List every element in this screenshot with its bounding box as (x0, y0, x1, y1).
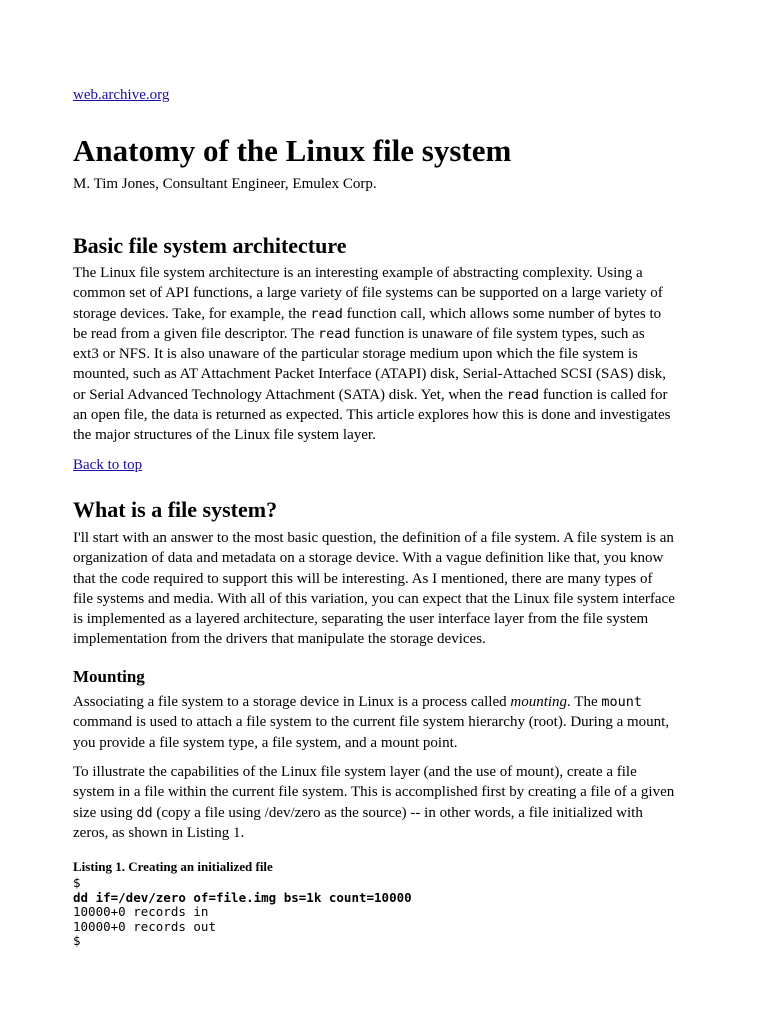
code-read: read (506, 386, 540, 403)
paragraph-mounting-intro (73, 692, 698, 753)
text-line: implementation from the drivers that manipulate the storage devices. (73, 631, 486, 648)
text-line: the major structures of the Linux file system layer. (73, 427, 376, 444)
code-read: read (318, 325, 351, 342)
text-line: storage devices. Take, for example, the read function call, which allows some number of bytes to (73, 305, 662, 322)
text-line: I'll start with an answer to the most basic question, the definition of a file system. A file system is an (73, 530, 674, 546)
text-line: or Serial Advanced Technology Attachment (SATA) disk. Yet, when the read function is called for (73, 386, 668, 403)
subsection-heading-mounting: Mounting (73, 667, 145, 686)
text-line: To illustrate the capabilities of the Linux file system layer (and the use of mount), create a file (73, 764, 637, 780)
listing-caption: Listing 1. Creating an initialized file (73, 859, 273, 874)
text-line: ext3 or NFS. It is also unaware of the particular storage medium upon which the file system is (73, 346, 638, 363)
listing-output-line: 10000+0 records out (73, 918, 216, 934)
text-line: organization of data and metadata on a storage device. With a vague definition like that, you know (73, 550, 664, 567)
text-line: zeros, as shown in Listing 1. (73, 824, 245, 841)
code-dd: dd (136, 804, 153, 821)
text-line: is implemented as a layered architecture, separating the user interface layer from the file system (73, 611, 649, 628)
text-line: be read from a given file descriptor. The read function is unaware of file system types, such as (73, 325, 645, 342)
text-line: The Linux file system architecture is an interesting example of abstracting complexity. Using a (73, 265, 643, 281)
text-line: Associating a file system to a storage device in Linux is a process called mounting. The mount (73, 694, 642, 710)
section-heading-what-is-file-system: What is a file system? (73, 497, 278, 522)
listing-command-line: $ dd if=/dev/zero of=file.img bs=1k count=10000 (73, 875, 412, 905)
code-listing (73, 876, 412, 949)
text-line: system in a file within the current file system. This is accomplished first by creating a file of a given (73, 784, 675, 801)
listing-output-line: 10000+0 records in (73, 904, 209, 919)
text-line: you provide a file system type, a file system, and a mount point. (73, 734, 458, 751)
listing-command: dd if=/dev/zero of=file.img bs=1k count=10000 (73, 889, 412, 905)
article-title: Anatomy of the Linux file system (73, 133, 512, 168)
back-to-top-link[interactable]: Back to top (73, 457, 143, 473)
text-line: an open file, the data is returned as expected. This article explores how this is done and investigates (73, 407, 671, 424)
text-line: file systems and media. With all of this variation, you can expect that the Linux file system interface (73, 590, 675, 607)
emphasis-mounting: mounting (510, 694, 568, 710)
text-line: size using dd (copy a file using /dev/zero as the source) -- in other words, a file initialized with (73, 804, 643, 821)
listing-prompt: $ (73, 933, 81, 948)
article-byline: M. Tim Jones, Consultant Engineer, Emulex Corp. (73, 176, 377, 192)
source-link[interactable]: web.archive.org (73, 87, 170, 103)
text-line: command is used to attach a file system to the current file system hierarchy (root). During a mount, (73, 714, 670, 731)
text-line: that the code required to support this will be interesting. As I mentioned, there are many types of (73, 570, 653, 587)
text-line: common set of API functions, a large variety of file systems can be supported on a large variety of (73, 285, 663, 302)
code-read: read (310, 305, 343, 322)
paragraph-mounting-illustration (73, 762, 698, 843)
paragraph-what-is-file-system (73, 528, 698, 650)
section-heading-basic-architecture: Basic file system architecture (73, 233, 347, 258)
code-mount: mount (601, 694, 642, 710)
text-line: mounted, such as AT Attachment Packet Interface (ATAPI) disk, Serial-Attached SCSI (SAS) disk, (73, 366, 666, 383)
paragraph-basic-architecture (73, 263, 698, 446)
